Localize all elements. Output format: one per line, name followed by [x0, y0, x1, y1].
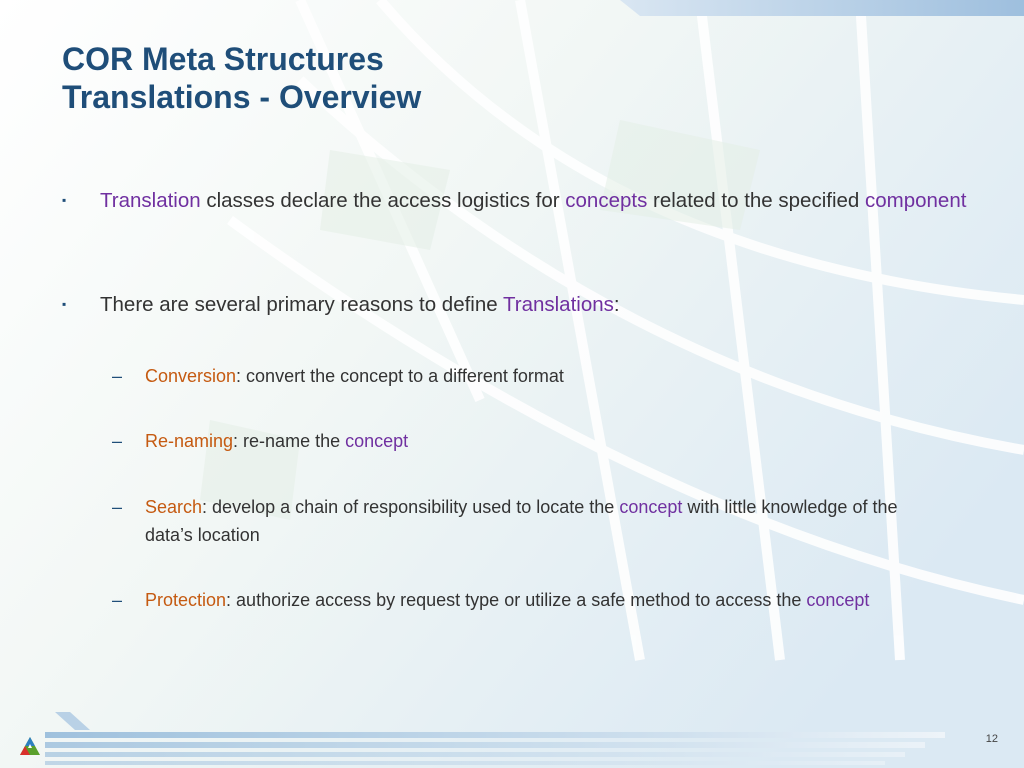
subbullet-text: [145, 586, 912, 614]
bullet-text: [100, 289, 972, 320]
sub-bullet-marker: –: [112, 590, 123, 610]
keyword-concept: concept: [345, 431, 409, 451]
subbullet-search: [112, 493, 912, 549]
sub-bullet-marker: –: [112, 431, 123, 451]
subbullet-conversion: [112, 362, 912, 390]
keyword-concept: concept: [619, 497, 683, 517]
title-line-2: Translations - Overview: [62, 79, 422, 115]
text-span: : authorize access by request type or utilize a safe method to access the: [226, 590, 807, 610]
text-span: :: [613, 293, 620, 316]
bullet-text: [100, 185, 972, 216]
title-line-1: COR Meta Structures: [62, 41, 384, 77]
keyword-concept: concept: [806, 590, 870, 610]
text-span: There are several primary reasons to define: [100, 293, 503, 316]
text-span: : convert the concept to a different format: [236, 366, 564, 386]
text-span: : develop a chain of responsibility used to locate the: [202, 497, 620, 517]
text-span: : re-name the: [233, 431, 346, 451]
page-number: 12: [985, 733, 998, 745]
subbullet-text: [145, 362, 912, 390]
keyword-concepts: concepts: [565, 189, 648, 212]
slide-title: [62, 40, 762, 116]
subbullet-text: [145, 427, 912, 455]
keyword-renaming: Re-naming: [145, 431, 234, 451]
bullet-primary-reasons: [62, 289, 972, 320]
keyword-conversion: Conversion: [145, 366, 237, 386]
subbullet-text: [145, 493, 912, 549]
text-span: with little knowledge of the data’s location: [145, 497, 898, 545]
keyword-translation: Translation: [100, 189, 201, 212]
keyword-translations: Translations: [502, 293, 614, 316]
bullet-marker: ▪: [62, 297, 67, 311]
argonne-logo-icon: [19, 736, 41, 758]
text-span: related to the specified: [647, 189, 865, 212]
sub-bullet-marker: –: [112, 366, 123, 386]
subbullet-renaming: [112, 427, 912, 455]
subbullet-protection: [112, 586, 912, 642]
sub-bullet-marker: –: [112, 497, 123, 517]
bullet-translation-classes: [62, 185, 972, 247]
keyword-protection: Protection: [145, 590, 227, 610]
bullet-marker: ▪: [62, 193, 67, 207]
text-span: classes declare the access logistics for: [200, 189, 566, 212]
keyword-search: Search: [145, 497, 203, 517]
keyword-component: component: [865, 189, 967, 212]
